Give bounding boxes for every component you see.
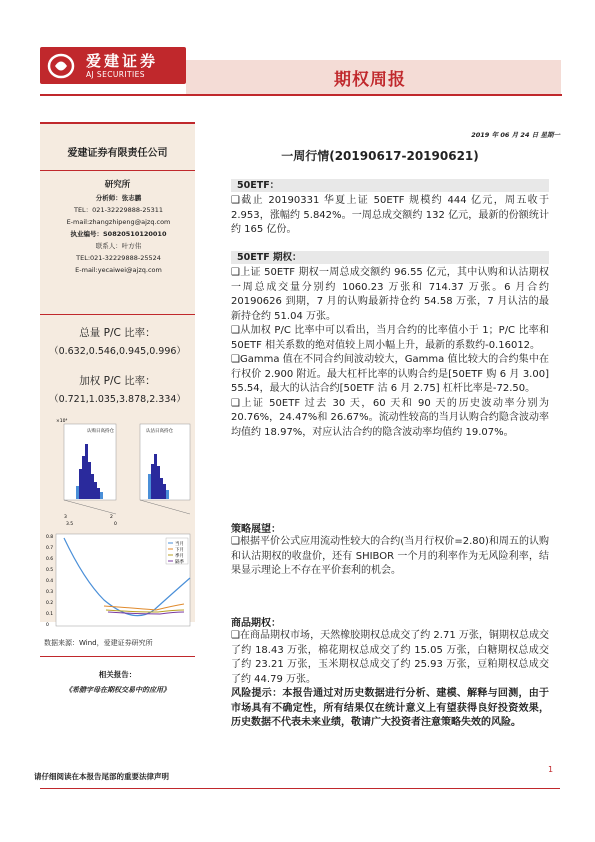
svg-text:0.1: 0.1 <box>46 612 54 617</box>
section-options-heading: 50ETF 期权： <box>231 251 549 264</box>
y-axis-ticks <box>46 534 53 628</box>
contact-block <box>46 192 191 276</box>
analyst-email[interactable]: E-mail:zhangzhipeng@ajzq.com <box>66 218 171 226</box>
section-50etf-heading: 50ETF： <box>231 179 549 192</box>
section-options-body <box>231 266 549 440</box>
divider <box>40 314 195 315</box>
related-reports-title: 相关报告： <box>98 670 137 679</box>
footer-rule <box>40 788 560 789</box>
volume-pc-title: 总量 P/C 比率： <box>79 327 156 339</box>
aj-logo-icon <box>47 53 75 79</box>
pc-ratio-paragraph: ❑从加权 P/C 比率中可以看出，当月合约的比率值小于 1；P/C 比率和 50ETF 相关系数的绝对值较上周小幅上升，最新的系数约-0.16012。 <box>231 325 549 351</box>
svg-text:0.8: 0.8 <box>46 535 54 540</box>
svg-text:0.2: 0.2 <box>46 601 54 606</box>
svg-text:0.7: 0.7 <box>46 546 54 551</box>
section-commodity-heading: 商品期权： <box>231 618 281 629</box>
section-commodity-body: ❑在商品期权市场，天然橡胶期权总成交了约 2.71 万张，铜期权总成交了约 18.43 万张，棉花期权总成交了约 15.05 万张，白糖期权总成交了约 23.21 万张，玉米期权总成交了约 25.93 万张，豆粕期权总成交了约 44.79 万张。 风险提示：本报告通过对历史数据进行分析、建模、解释与回测，由于市场具有不确定性，所有结果仅在统计意义上有望获得良好投资效果，历史数据不代表未来业绩，敬请广大投资者注意策略失效的风险。 <box>231 629 549 731</box>
svg-text:0.4: 0.4 <box>46 579 54 584</box>
svg-text:当月: 当月 <box>175 542 184 547</box>
report-title: 期权周报 <box>334 70 406 90</box>
section-strategy-body: ❑根据平价公式应用流动性较大的合约(当月行权价=2.80)和周五的认购和认沽期权的收盘价，还有 SHIBOR 一个月的利率作为无风险利率，结果显示理论上不存在平价套利的机会。 <box>231 536 549 576</box>
chart2-label: 认沽日高持仓 <box>146 429 173 434</box>
svg-text:0.6: 0.6 <box>46 557 54 562</box>
divider <box>40 656 195 657</box>
options-volume-paragraph: ❑上证 50ETF 期权一周总成交额约 96.55 亿元，其中认购和认沽期权一周总成交量分别约 1060.23 万张和 714.37 万张。6 月合约 20190626 到期，7 月的认购最新持仓约 54.58 万张，7 月认沽的最新持仓约 51.04 万张。 <box>231 267 549 322</box>
chart1-label: 认购日高持仓 <box>87 429 114 434</box>
svg-text:下月: 下月 <box>175 548 184 553</box>
related-report-link[interactable]: 《希腊字母在期权交易中的应用》 <box>65 686 170 694</box>
contact-tel: TEL:021-32229888-25524 <box>76 254 161 262</box>
legend <box>166 538 188 565</box>
chart-tick: 0 <box>114 522 117 526</box>
week-title: 一周行情(20190617-20190621) <box>281 149 479 163</box>
data-source: 数据来源：Wind，爱建证券研究所 <box>44 639 153 647</box>
weighted-pc-title: 加权 P/C 比率： <box>79 375 156 387</box>
page-number: 1 <box>548 765 554 774</box>
contact-person: 联系人：叶方伟 <box>95 242 142 250</box>
company-name: 爱建证券有限责任公司 <box>67 148 168 159</box>
volume-pc-value: （0.632,0.546,0.945,0.996） <box>49 346 186 357</box>
chart-tick: 3.5 <box>66 522 74 526</box>
analyst-name: 分析师：张志鹏 <box>95 194 142 202</box>
gamma-paragraph: ❑Gamma 值在不同合约间波动较大，Gamma 值比较大的合约集中在行权价 2.900 附近。最大杠杆比率的认购合约是[50ETF 购 6 月 3.00] 55.54，最大的认沽合约[50ETF 沽 6 月 2.75] 杠杆比率是-72.50。 <box>231 354 549 394</box>
logo-english: AJ SECURITIES <box>86 70 145 79</box>
legal-notice[interactable]: 请仔细阅读在本报告尾部的重要法律声明 <box>34 772 169 781</box>
weighted-pc-value: （0.721,1.035,3.878,2.334） <box>49 394 186 405</box>
logo-chinese: 爱建证券 <box>86 52 159 70</box>
chart-tick: 2 <box>110 515 113 520</box>
license-number: 执业编号：S0820510120010 <box>70 230 167 238</box>
volatility-paragraph: ❑上证 50ETF 过去 30 天，60 天和 90 天的历史波动率分别为 20.76%，24.47%和 26.67%。流动性较高的当月认购合约隐含波动率均值约 18.97%，对应认沽合约的隐含波动率均值约 19.07%。 <box>231 397 549 438</box>
institute-name: 研究所 <box>104 180 131 190</box>
section-strategy-heading: 策略展望： <box>231 524 281 535</box>
chart-tick: 3 <box>64 515 67 520</box>
svg-text:0.3: 0.3 <box>46 590 54 595</box>
chart-axis-exponent: ×10⁴ <box>56 419 68 424</box>
svg-text:0: 0 <box>46 623 49 628</box>
svg-text:0.5: 0.5 <box>46 568 54 573</box>
svg-text:季月: 季月 <box>175 554 184 559</box>
report-date: 2019 年 06 月 24 日 星期一 <box>471 131 560 139</box>
sidebar-top-rule <box>40 122 195 124</box>
svg-text:隔季: 隔季 <box>175 560 184 565</box>
analyst-tel: TEL：021-32229888-25311 <box>73 206 164 214</box>
implied-volatility-line-chart <box>44 530 194 634</box>
section-50etf-body: ❑截止 20190331 华夏上证 50ETF 规模约 444 亿元，周五收于 2.953，涨幅约 5.842%。一周总成交额约 132 亿元，最新的份额统计约 165 亿份。 <box>231 195 549 235</box>
risk-warning: 风险提示：本报告通过对历史数据进行分析、建模、解释与回测，由于市场具有不确定性，所有结果仅在统计意义上有望获得良好投资效果，历史数据不代表未来业绩，敬请广大投资者注意策略失效的风险。 <box>231 688 549 728</box>
contact-email[interactable]: E-mail:yecaiwei@ajzq.com <box>75 266 162 274</box>
divider <box>40 170 195 171</box>
open-interest-3d-charts <box>44 414 194 526</box>
header-rule <box>40 94 562 96</box>
